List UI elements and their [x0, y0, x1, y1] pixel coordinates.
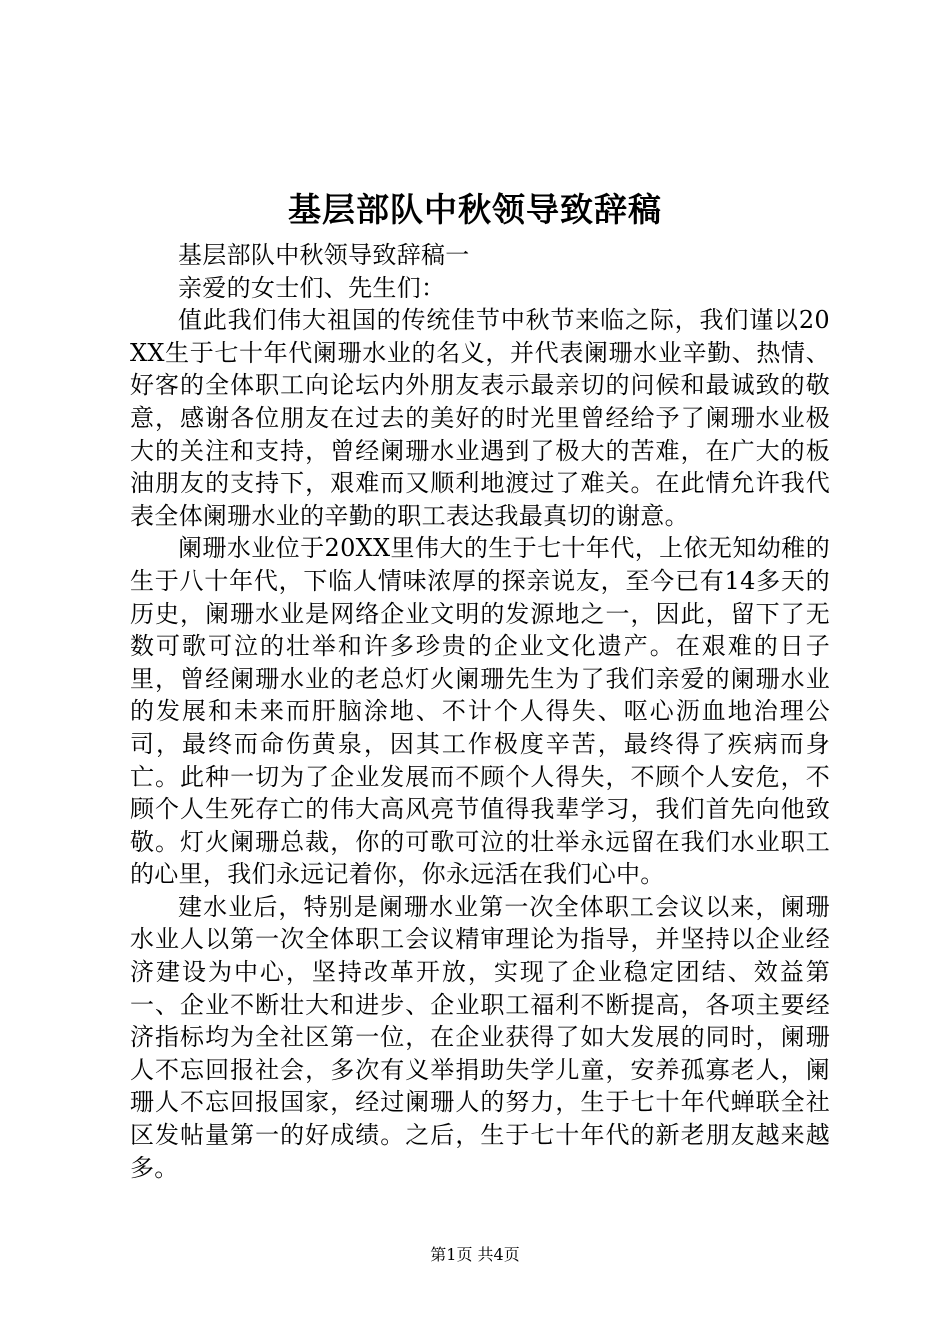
body-paragraph: 阑珊水业位于20XX里伟大的生于七十年代，上依无知幼稚的生于八十年代，下临人情味浓厚的探亲说友，至今已有14多天的历史，阑珊水业是网络企业文明的发源地之一，因此，留下了无数可歌可泣的壮举和许多珍贵的企业文化遗产。在艰难的日子里，曾经阑珊水业的老总灯火阑珊先生为了我们亲爱的阑珊水业的发展和未来而肝脑涂地、不计个人得失、呕心沥血地治理公司，最终而命伤黄泉，因其工作极度辛苦，最终得了疾病而身亡。此种一切为了企业发展而不顾个人得失，不顾个人安危，不顾个人生死存亡的伟大高风亮节值得我辈学习，我们首先向他致敬。灯火阑珊总裁，你的可歌可泣的壮举永远留在我们水业职工的心里，我们永远记着你，你永远活在我们心中。 [130, 534, 830, 889]
page-footer: 第1页 共4页 [430, 1245, 520, 1264]
document-body [130, 239, 830, 1184]
document-title: 基层部队中秋领导致辞稿 [288, 190, 662, 229]
salutation-paragraph: 亲爱的女士们、先生们： [178, 273, 446, 302]
body-paragraph: 值此我们伟大祖国的传统佳节中秋节来临之际，我们谨以20XX生于七十年代阑珊水业的名义，并代表阑珊水业辛勤、热情、好客的全体职工向论坛内外朋友表示最亲切的问候和最诚致的敬意，感谢各位朋友在过去的美好的时光里曾经给予了阑珊水业极大的关注和支持，曾经阑珊水业遇到了极大的苦难，在广大的板油朋友的支持下，艰难而又顺利地渡过了难关。在此情允许我代表全体阑珊水业的辛勤的职工表达我最真切的谢意。 [130, 306, 830, 530]
body-paragraph: 建水业后，特别是阑珊水业第一次全体职工会议以来，阑珊水业人以第一次全体职工会议精审理论为指导，并坚持以企业经济建设为中心，坚持改革开放，实现了企业稳定团结、效益第一、企业不断壮大和进步、企业职工福利不断提高，各项主要经济指标均为全社区第一位，在企业获得了如大发展的同时，阑珊人不忘回报社会，多次有义举捐助失学儿童，安养孤寡老人，阑珊人不忘回报国家，经过阑珊人的努力，生于七十年代蝉联全社区发帖量第一的好成绩。之后，生于七十年代的新老朋友越来越多。 [130, 892, 830, 1182]
subtitle-paragraph: 基层部队中秋领导致辞稿一 [178, 241, 470, 269]
